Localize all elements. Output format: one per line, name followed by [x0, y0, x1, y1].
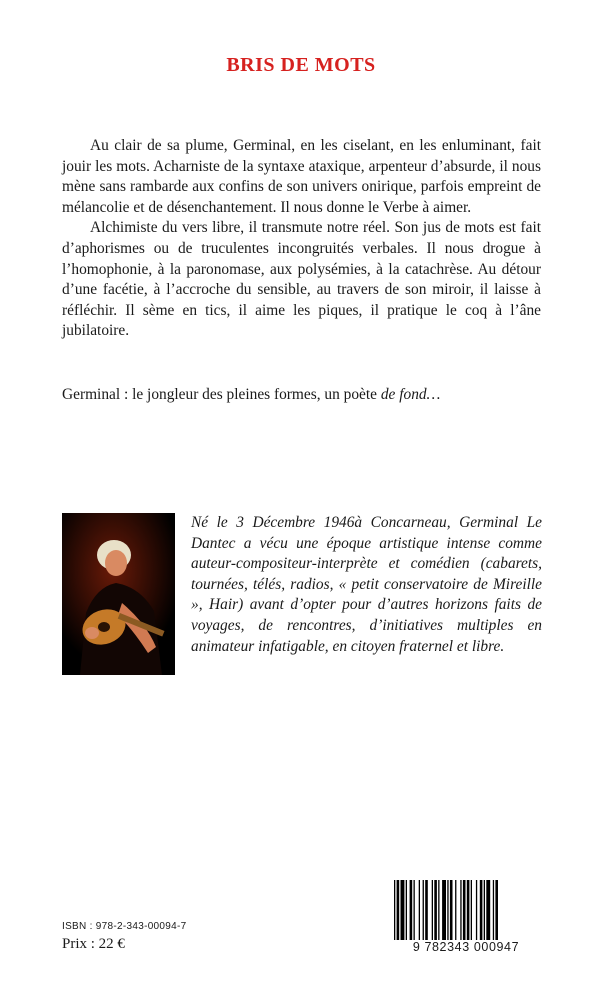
author-photo	[62, 513, 175, 675]
author-bio: Né le 3 Décembre 1946à Concarneau, Germinal Le Dantec a vécu une époque artistique intense comme auteur-compositeur-interprète et comédien (cabarets, tournées, télés, radios, « petit conservatoire de Mireille », Hair) avant d’opter pour d’autres horizons faits de voyages, de rencontres, d’initiatives multiples en animateur infatigable, en citoyen fraternel et libre.	[191, 514, 542, 655]
book-title: BRIS DE MOTS	[226, 54, 376, 76]
back-cover-blurb	[62, 136, 541, 342]
tagline	[62, 385, 541, 405]
tagline-text: Germinal : le jongleur des pleines formes, un poète	[62, 386, 381, 403]
isbn: ISBN : 978-2-343-00094-7	[62, 921, 187, 932]
tagline-emphasis: de fond…	[380, 386, 441, 403]
barcode-number: 9 782343 000947	[390, 940, 542, 954]
author-photo-image	[62, 513, 175, 675]
blurb-paragraph: Au clair de sa plume, Germinal, en les ciselant, en les enluminant, fait jouir les mots. Acharniste de la syntaxe ataxique, arpenteur d’absurde, il nous mène sans rambarde aux confins de son univers onirique, parfois empreint de mélancolie et de désenchantement. Il nous donne le Verbe à aimer.	[62, 137, 541, 216]
price: Prix : 22 €	[62, 936, 125, 952]
blurb-paragraph: Alchimiste du vers libre, il transmute notre réel. Son jus de mots est fait d’aphorismes ou de truculentes incongruités verbales. Il nous drogue à l’homophonie, à la paronomase, aux polysémies, à la catachrèse. Au détour d’une facétie, à l’accroche du sensible, au travers de son miroir, il laisse à réfléchir. Il sème en tics, il aime les piques, il pratique le coq à l’âne jubilatoire.	[62, 219, 541, 340]
